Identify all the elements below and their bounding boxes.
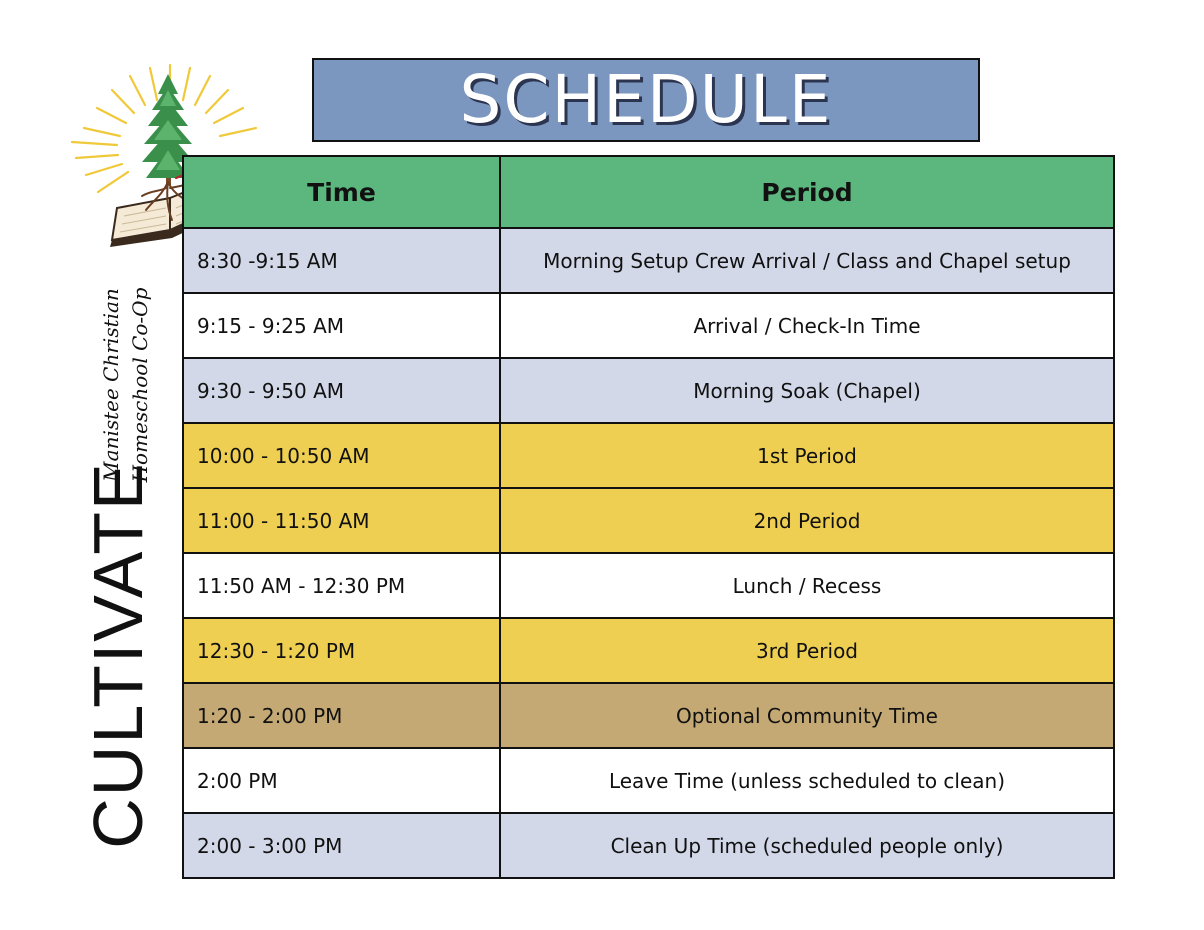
period-cell: Leave Time (unless scheduled to clean) [500, 748, 1114, 813]
time-cell: 11:00 - 11:50 AM [183, 488, 500, 553]
title-banner [312, 58, 980, 142]
period-cell: 3rd Period [500, 618, 1114, 683]
header-time: Time [183, 156, 500, 228]
page-title: SCHEDULE [459, 61, 833, 138]
schedule-table [182, 155, 1115, 879]
period-cell: 2nd Period [500, 488, 1114, 553]
side-title-text: CULTIVATE [79, 461, 157, 849]
period-cell: Morning Setup Crew Arrival / Class and Chapel setup [500, 228, 1114, 293]
time-cell: 10:00 - 10:50 AM [183, 423, 500, 488]
period-cell: Clean Up Time (scheduled people only) [500, 813, 1114, 878]
table-header-row [183, 156, 1114, 228]
table-row [183, 293, 1114, 358]
header-period: Period [500, 156, 1114, 228]
time-cell: 2:00 - 3:00 PM [183, 813, 500, 878]
time-cell: 8:30 -9:15 AM [183, 228, 500, 293]
side-subtitle-line2: Homeschool Co-Op [128, 287, 152, 483]
period-cell: 1st Period [500, 423, 1114, 488]
time-cell: 12:30 - 1:20 PM [183, 618, 500, 683]
side-subtitle-line1: Manistee Christian [99, 288, 123, 482]
table-row [183, 748, 1114, 813]
table-row [183, 228, 1114, 293]
table-row [183, 488, 1114, 553]
side-subtitle-text [97, 288, 155, 483]
period-cell: Lunch / Recess [500, 553, 1114, 618]
time-cell: 1:20 - 2:00 PM [183, 683, 500, 748]
time-cell: 2:00 PM [183, 748, 500, 813]
period-cell: Arrival / Check-In Time [500, 293, 1114, 358]
time-cell: 9:30 - 9:50 AM [183, 358, 500, 423]
table-row [183, 358, 1114, 423]
period-cell: Optional Community Time [500, 683, 1114, 748]
table-row [183, 618, 1114, 683]
table-row [183, 683, 1114, 748]
time-cell: 11:50 AM - 12:30 PM [183, 553, 500, 618]
table-row [183, 813, 1114, 878]
table-row [183, 423, 1114, 488]
period-cell: Morning Soak (Chapel) [500, 358, 1114, 423]
table-row [183, 553, 1114, 618]
time-cell: 9:15 - 9:25 AM [183, 293, 500, 358]
